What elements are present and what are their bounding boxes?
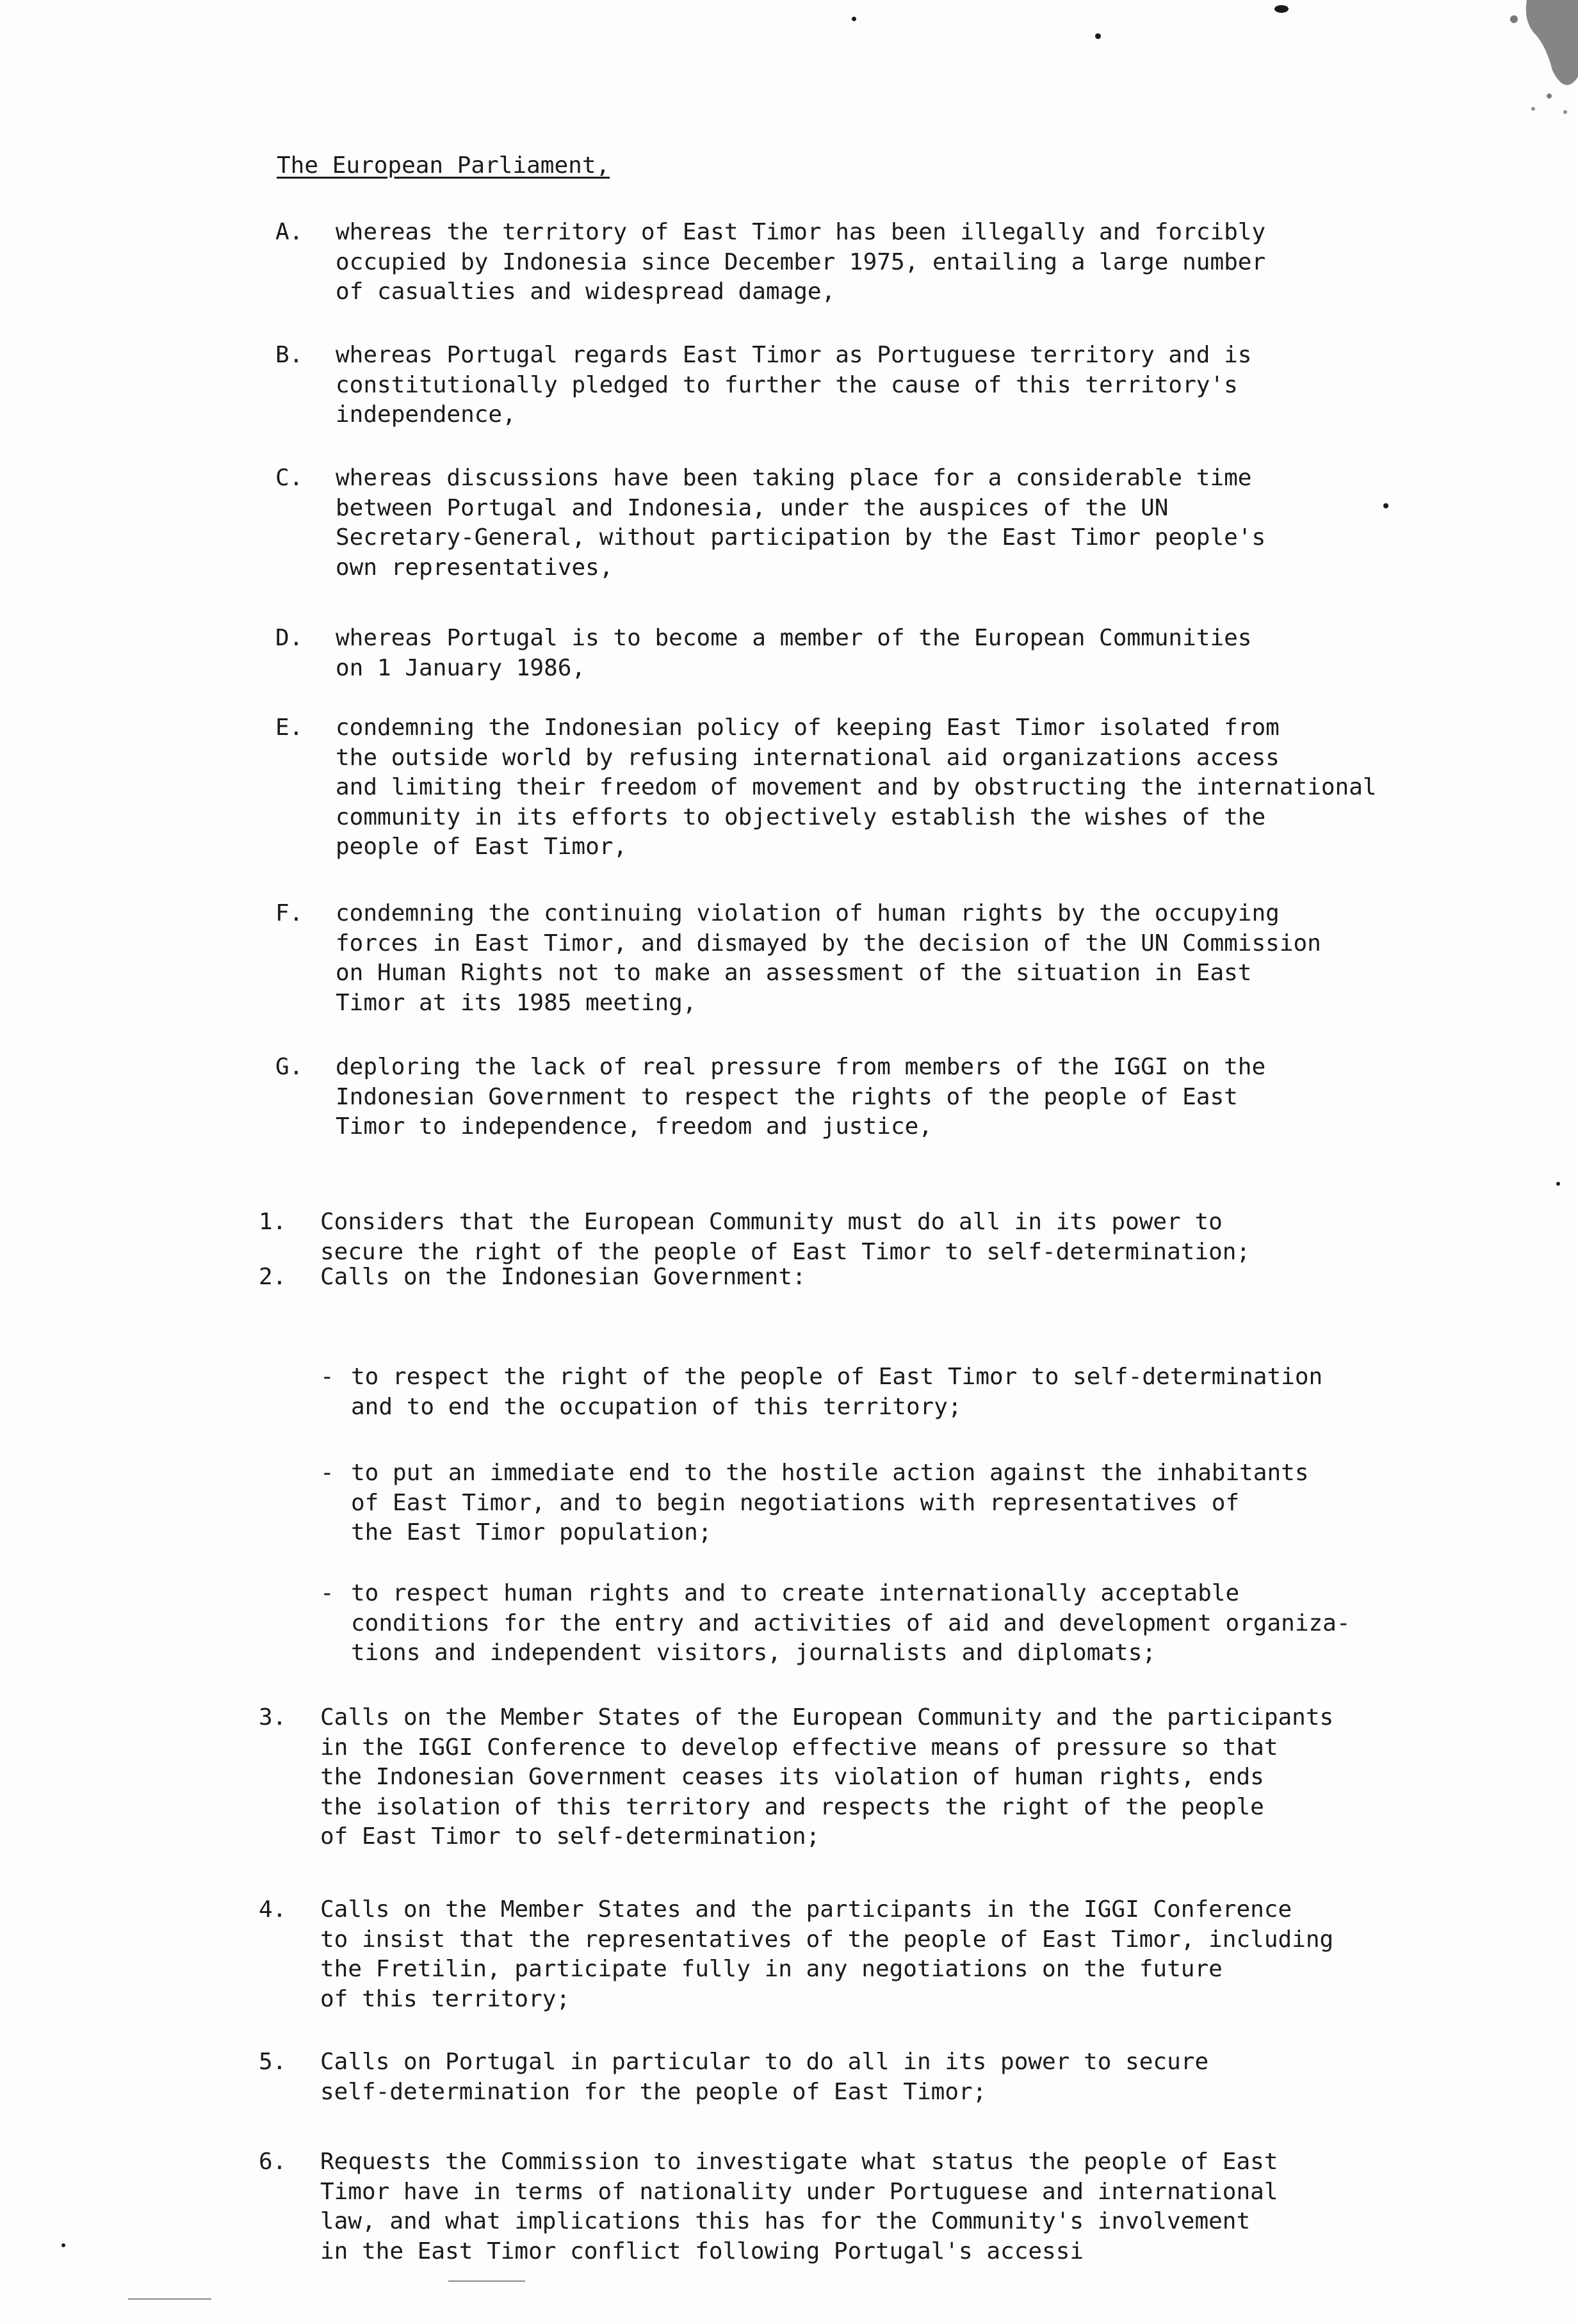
item-marker: 1. [259, 1209, 287, 1235]
document-heading: The European Parliament, [277, 152, 610, 179]
item-marker: - [320, 1364, 334, 1390]
text-line: Calls on Portugal in particular to do all in its power to secure [320, 2049, 1209, 2075]
text-line: to respect the right of the people of East Timor to self-determination [351, 1364, 1323, 1390]
text-line: of East Timor to self-determination; [320, 1823, 820, 1850]
item-text [336, 713, 1377, 862]
text-line: of East Timor, and to begin negotiations with representatives of [351, 1489, 1240, 1516]
item-text [351, 1458, 1309, 1548]
item-marker: 5. [259, 2049, 287, 2075]
item-marker: - [320, 1460, 334, 1486]
text-line: whereas the territory of East Timor has been illegally and forcibly [336, 219, 1266, 245]
text-line: whereas discussions have been taking place for a considerable time [336, 465, 1252, 491]
text-line: Considers that the European Community must do all in its power to [320, 1209, 1223, 1235]
text-line: people of East Timor, [336, 834, 628, 860]
scan-smudge [1488, 0, 1578, 122]
text-line: on Human Rights not to make an assessment of the situation in East [336, 960, 1252, 986]
text-line: self-determination for the people of East Timor; [320, 2078, 987, 2105]
text-line: deploring the lack of real pressure from members of the IGGI on the [336, 1054, 1266, 1080]
item-text [320, 1895, 1333, 2014]
scan-speck [1556, 1182, 1560, 1186]
text-line: the isolation of this territory and respects the right of the people [320, 1793, 1264, 1820]
text-line: to insist that the representatives of the people of East Timor, including [320, 1926, 1334, 1953]
text-line: condemning the continuing violation of human rights by the occupying [336, 900, 1280, 926]
scan-speck [1383, 503, 1388, 508]
text-line: Indonesian Government to respect the rights of the people of East [336, 1083, 1238, 1110]
text-line: of casualties and widespread damage, [336, 278, 836, 305]
text-line: own representatives, [336, 554, 614, 581]
text-line: the Indonesian Government ceases its violation of human rights, ends [320, 1764, 1264, 1790]
item-marker: 2. [259, 1264, 287, 1290]
text-line: Calls on the Member States and the participants in the IGGI Conference [320, 1896, 1292, 1923]
text-line: Calls on the Indonesian Government: [320, 1264, 806, 1290]
text-line: Calls on the Member States of the European Community and the participants [320, 1704, 1334, 1731]
item-text [320, 2147, 1278, 2266]
text-line: the East Timor population; [351, 1519, 712, 1545]
text-line: between Portugal and Indonesia, under the auspices of the UN [336, 494, 1169, 521]
item-marker: A. [275, 219, 304, 245]
text-line: and limiting their freedom of movement and by obstructing the international [336, 774, 1377, 800]
text-line: to respect human rights and to create internationally acceptable [351, 1580, 1240, 1606]
text-line: whereas Portugal is to become a member of the European Communities [336, 625, 1252, 651]
item-marker: D. [275, 625, 304, 651]
text-line: Timor at its 1985 meeting, [336, 989, 697, 1016]
text-line: the Fretilin, participate fully in any negotiations on the future [320, 1956, 1223, 1982]
text-line: Secretary-General, without participation by the East Timor people's [336, 524, 1266, 551]
item-text [336, 899, 1321, 1018]
text-line: occupied by Indonesia since December 1975, entailing a large number [336, 248, 1266, 275]
item-text [320, 1263, 806, 1293]
item-marker: 4. [259, 1896, 287, 1923]
text-line: secure the right of the people of East Timor to self-determination; [320, 1238, 1251, 1265]
item-marker: B. [275, 342, 304, 368]
item-marker: C. [275, 465, 304, 491]
scan-speck [61, 2243, 65, 2247]
item-text [320, 1703, 1333, 1852]
scan-line [448, 2280, 525, 2282]
item-text [320, 1207, 1250, 1267]
text-line: community in its efforts to objectively establish the wishes of the [336, 803, 1266, 830]
text-line: forces in East Timor, and dismayed by the decision of the UN Commission [336, 930, 1321, 956]
scan-line [128, 2298, 211, 2300]
item-text [320, 2047, 1208, 2107]
text-line: on 1 January 1986, [336, 654, 586, 681]
text-line: condemning the Indonesian policy of keeping East Timor isolated from [336, 714, 1280, 741]
text-line: constitutionally pledged to further the cause of this territory's [336, 371, 1238, 398]
text-line: law, and what implications this has for the Community's involvement [320, 2208, 1251, 2234]
text-line: the outside world by refusing international aid organizations access [336, 744, 1280, 771]
text-line: of this territory; [320, 1985, 571, 2012]
text-line: conditions for the entry and activities of aid and development organiza- [351, 1610, 1351, 1636]
text-line: to put an immediate end to the hostile action against the inhabitants [351, 1460, 1309, 1486]
item-text [336, 218, 1265, 307]
item-marker: F. [275, 900, 304, 926]
item-text [351, 1579, 1351, 1668]
item-text [336, 341, 1251, 430]
text-line: in the IGGI Conference to develop effective means of pressure so that [320, 1734, 1278, 1761]
item-marker: - [320, 1580, 334, 1606]
item-marker: G. [275, 1054, 304, 1080]
scan-speck [852, 17, 856, 21]
item-marker: E. [275, 714, 304, 741]
text-line: Timor to independence, freedom and justice, [336, 1113, 932, 1140]
text-line: in the East Timor conflict following Portugal's accessi [320, 2238, 1084, 2264]
item-marker: 3. [259, 1704, 287, 1731]
text-line: Timor have in terms of nationality under Portuguese and international [320, 2178, 1278, 2205]
item-marker: 6. [259, 2149, 287, 2175]
item-text [336, 1053, 1265, 1142]
text-line: tions and independent visitors, journalists and diplomats; [351, 1640, 1157, 1666]
text-line: and to end the occupation of this territory; [351, 1393, 962, 1420]
item-text [336, 624, 1251, 683]
text-line: whereas Portugal regards East Timor as Portuguese territory and is [336, 342, 1252, 368]
item-text [351, 1362, 1322, 1422]
text-line: independence, [336, 401, 516, 428]
item-text [336, 464, 1265, 583]
scan-speck [1095, 33, 1101, 39]
scan-speck [1274, 5, 1289, 13]
text-line: Requests the Commission to investigate what status the people of East [320, 2149, 1278, 2175]
